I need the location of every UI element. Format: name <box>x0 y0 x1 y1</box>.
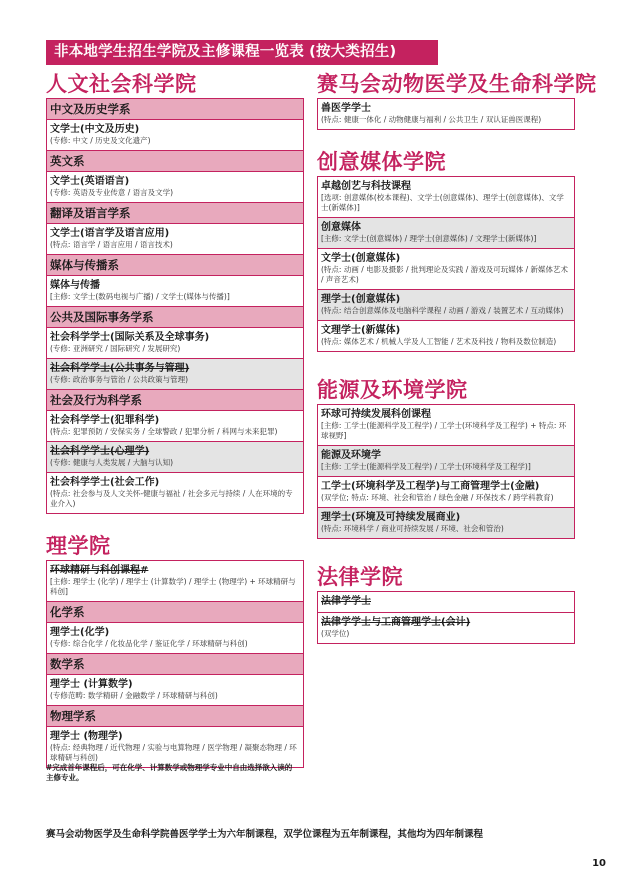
programme-item <box>47 276 303 307</box>
programme-item <box>47 442 303 473</box>
programme-item <box>318 218 574 249</box>
programme-note: (特点: 健康一体化 / 动物健康与福利 / 公共卫生 / 双认证兽医课程) <box>321 115 542 124</box>
programme-name: 社会科学学士(心理学) <box>50 446 150 457</box>
programme-name: 环球精研与科创课程# <box>50 565 149 576</box>
programme-name: 社会科学学士(社会工作) <box>50 477 160 488</box>
programme-name: 理学士 (物理学) <box>50 731 123 742</box>
faculty-box <box>46 98 304 514</box>
programme-item <box>47 727 303 767</box>
programme-name: 文学士(语言学及语言应用) <box>50 228 170 239</box>
faculty-law <box>317 563 575 644</box>
programme-item <box>318 613 574 643</box>
programme-note: (双学位) <box>321 629 350 638</box>
programme-note: (特点: 环境科学 / 商业可持续发展 / 环境、社会和管治) <box>321 524 504 533</box>
faculty-box <box>317 98 575 130</box>
programme-item <box>47 359 303 390</box>
department-header: 中文及历史学系 <box>47 99 303 120</box>
programme-item <box>318 177 574 218</box>
programme-note: (特点: 动画 / 电影及摄影 / 批判理论及实践 / 游戏及可玩媒体 / 新媒体艺术 / 声音艺术) <box>321 265 569 284</box>
department-header: 公共及国际事务学系 <box>47 307 303 328</box>
programme-item <box>318 249 574 290</box>
programme-note: (特点: 媒体艺术 / 机械人学及人工智能 / 艺术及科技 / 物料及数位制造) <box>321 337 557 346</box>
programme-name: 理学士 (计算数学) <box>50 679 133 690</box>
faculty-creative-media <box>317 148 575 352</box>
programme-name: 文学士(英语语言) <box>50 176 130 187</box>
programme-name: 卓越创艺与科技课程 <box>321 181 411 192</box>
programme-item <box>47 120 303 151</box>
programme-note: [主修: 工学士(能源科学及工程学) / 工学士(环境科学及工程学) + 特点: 环球视野] <box>321 421 567 440</box>
department-header: 数学系 <box>47 654 303 675</box>
programme-item <box>318 321 574 351</box>
department-header: 英文系 <box>47 151 303 172</box>
faculty-humanities <box>46 70 304 514</box>
programme-item <box>47 172 303 203</box>
programme-note: [选项: 创意媒体(校本课程)、文学士(创意媒体)、理学士(创意媒体)、文学士(新媒体)] <box>321 193 564 212</box>
department-header: 媒体与传播系 <box>47 255 303 276</box>
department-header: 物理学系 <box>47 706 303 727</box>
programme-item <box>47 473 303 513</box>
faculty-energy-environment <box>317 376 575 539</box>
department-header: 翻译及语言学系 <box>47 203 303 224</box>
programme-name: 工学士(环境科学及工程学)与工商管理学士(金融) <box>321 481 540 492</box>
programme-name: 创意媒体 <box>321 222 361 233</box>
programme-name: 文理学士(新媒体) <box>321 325 401 336</box>
right-column <box>317 70 597 644</box>
programme-item <box>318 405 574 446</box>
footnote: #完成首年课程后，可在化学、计算数学或物理学专业中自由选择欲入读的主修专业。 <box>46 763 293 782</box>
programme-note: (专修: 中文 / 历史及文化遗产) <box>50 136 151 145</box>
programme-name: 理学士(化学) <box>50 627 110 638</box>
faculty-science <box>46 532 304 768</box>
programme-note: (专修: 亚洲研究 / 国际研究 / 发展研究) <box>50 344 181 353</box>
programme-note: (专修: 综合化学 / 化妆品化学 / 鉴证化学 / 环球精研与科创) <box>50 639 248 648</box>
programme-item <box>318 446 574 477</box>
programme-name: 文学士(创意媒体) <box>321 253 401 264</box>
programme-item <box>318 508 574 538</box>
faculty-box <box>46 560 304 768</box>
page-number: 10 <box>592 858 606 869</box>
programme-note: (特点: 经典物理 / 近代物理 / 实验与电算物理 / 医学物理 / 凝聚态物理 / 环球精研与科创) <box>50 743 297 762</box>
programme-note: (双学位; 特点: 环境、社会和管治 / 绿色金融 / 环保技术 / 跨学科教育) <box>321 493 554 502</box>
programme-note: (专修: 健康与人类发展 / 大脑与认知) <box>50 458 174 467</box>
programme-note: (特点: 语言学 / 语言应用 / 语言技术) <box>50 240 173 249</box>
programme-note: (专修: 英语及专业传意 / 语言及文学) <box>50 188 174 197</box>
faculty-box <box>317 591 575 644</box>
programme-item <box>47 328 303 359</box>
programme-name: 理学士(创意媒体) <box>321 294 401 305</box>
programme-item <box>318 477 574 508</box>
faculty-title: 能源及环境学院 <box>317 378 468 402</box>
faculty-title: 创意媒体学院 <box>317 150 446 174</box>
programme-item <box>318 290 574 321</box>
programme-name: 兽医学学士 <box>321 103 371 114</box>
faculty-veterinary <box>317 70 597 130</box>
programme-name: 环球可持续发展科创课程 <box>321 409 431 420</box>
programme-note: [主修: 文学士(数码电视与广播) / 文学士(媒体与传播)] <box>50 292 230 301</box>
programme-note: [主修: 理学士 (化学) / 理学士 (计算数学) / 理学士 (物理学) + 环球精研与科创] <box>50 577 296 596</box>
programme-note: [主修: 工学士(能源科学及工程学) / 工学士(环境科学及工程学)] <box>321 462 531 471</box>
programme-name: 社会科学学士(犯罪科学) <box>50 415 160 426</box>
programme-item <box>47 561 303 602</box>
programme-item <box>318 592 574 613</box>
programme-name: 社会科学学士(公共事务与管理) <box>50 363 190 374</box>
programme-name: 法律学学士与工商管理学士(会计) <box>321 617 471 628</box>
programme-item <box>47 224 303 255</box>
faculty-title: 人文社会科学院 <box>46 72 197 96</box>
programme-note: (专修: 政治事务与管治 / 公共政策与管理) <box>50 375 189 384</box>
programme-item <box>47 623 303 654</box>
faculty-box <box>317 404 575 539</box>
programme-name: 能源及环境学 <box>321 450 381 461</box>
programme-name: 文学士(中文及历史) <box>50 124 140 135</box>
left-column <box>46 70 304 768</box>
faculty-title: 法律学院 <box>317 565 403 589</box>
programme-item <box>47 675 303 706</box>
faculty-box <box>317 176 575 352</box>
programme-name: 理学士(环境及可持续发展商业) <box>321 512 461 523</box>
department-header: 社会及行为科学系 <box>47 390 303 411</box>
programme-note: (特点: 社会参与及人文关怀-健康与福祉 / 社会多元与持续 / 人在环境的专业介入) <box>50 489 293 508</box>
department-header: 化学系 <box>47 602 303 623</box>
programme-note: [主修: 文学士(创意媒体) / 理学士(创意媒体) / 文理学士(新媒体)] <box>321 234 537 243</box>
programme-note: (专修范畴: 数学精研 / 金融数学 / 环球精研与科创) <box>50 691 218 700</box>
programme-item <box>318 99 574 129</box>
faculty-title: 理学院 <box>46 534 111 558</box>
programme-note: (特点: 犯罪预防 / 安保实务 / 全球警政 / 犯罪分析 / 科网与未来犯罪) <box>50 427 278 436</box>
programme-duration-note: 赛马会动物医学及生命科学院兽医学学士为六年制课程，双学位课程为五年制课程，其他均为四年制课程 <box>46 829 484 840</box>
programme-name: 社会科学学士(国际关系及全球事务) <box>50 332 210 343</box>
programme-note: (特点: 结合创意媒体及电脑科学课程 / 动画 / 游戏 / 装置艺术 / 互动媒体) <box>321 306 564 315</box>
faculty-title: 赛马会动物医学及生命科学院 <box>317 72 597 96</box>
page-banner: 非本地学生招生学院及主修课程一览表 (按大类招生) <box>46 40 438 65</box>
programme-name: 媒体与传播 <box>50 280 100 291</box>
programme-name: 法律学学士 <box>321 596 371 607</box>
programme-item <box>47 411 303 442</box>
